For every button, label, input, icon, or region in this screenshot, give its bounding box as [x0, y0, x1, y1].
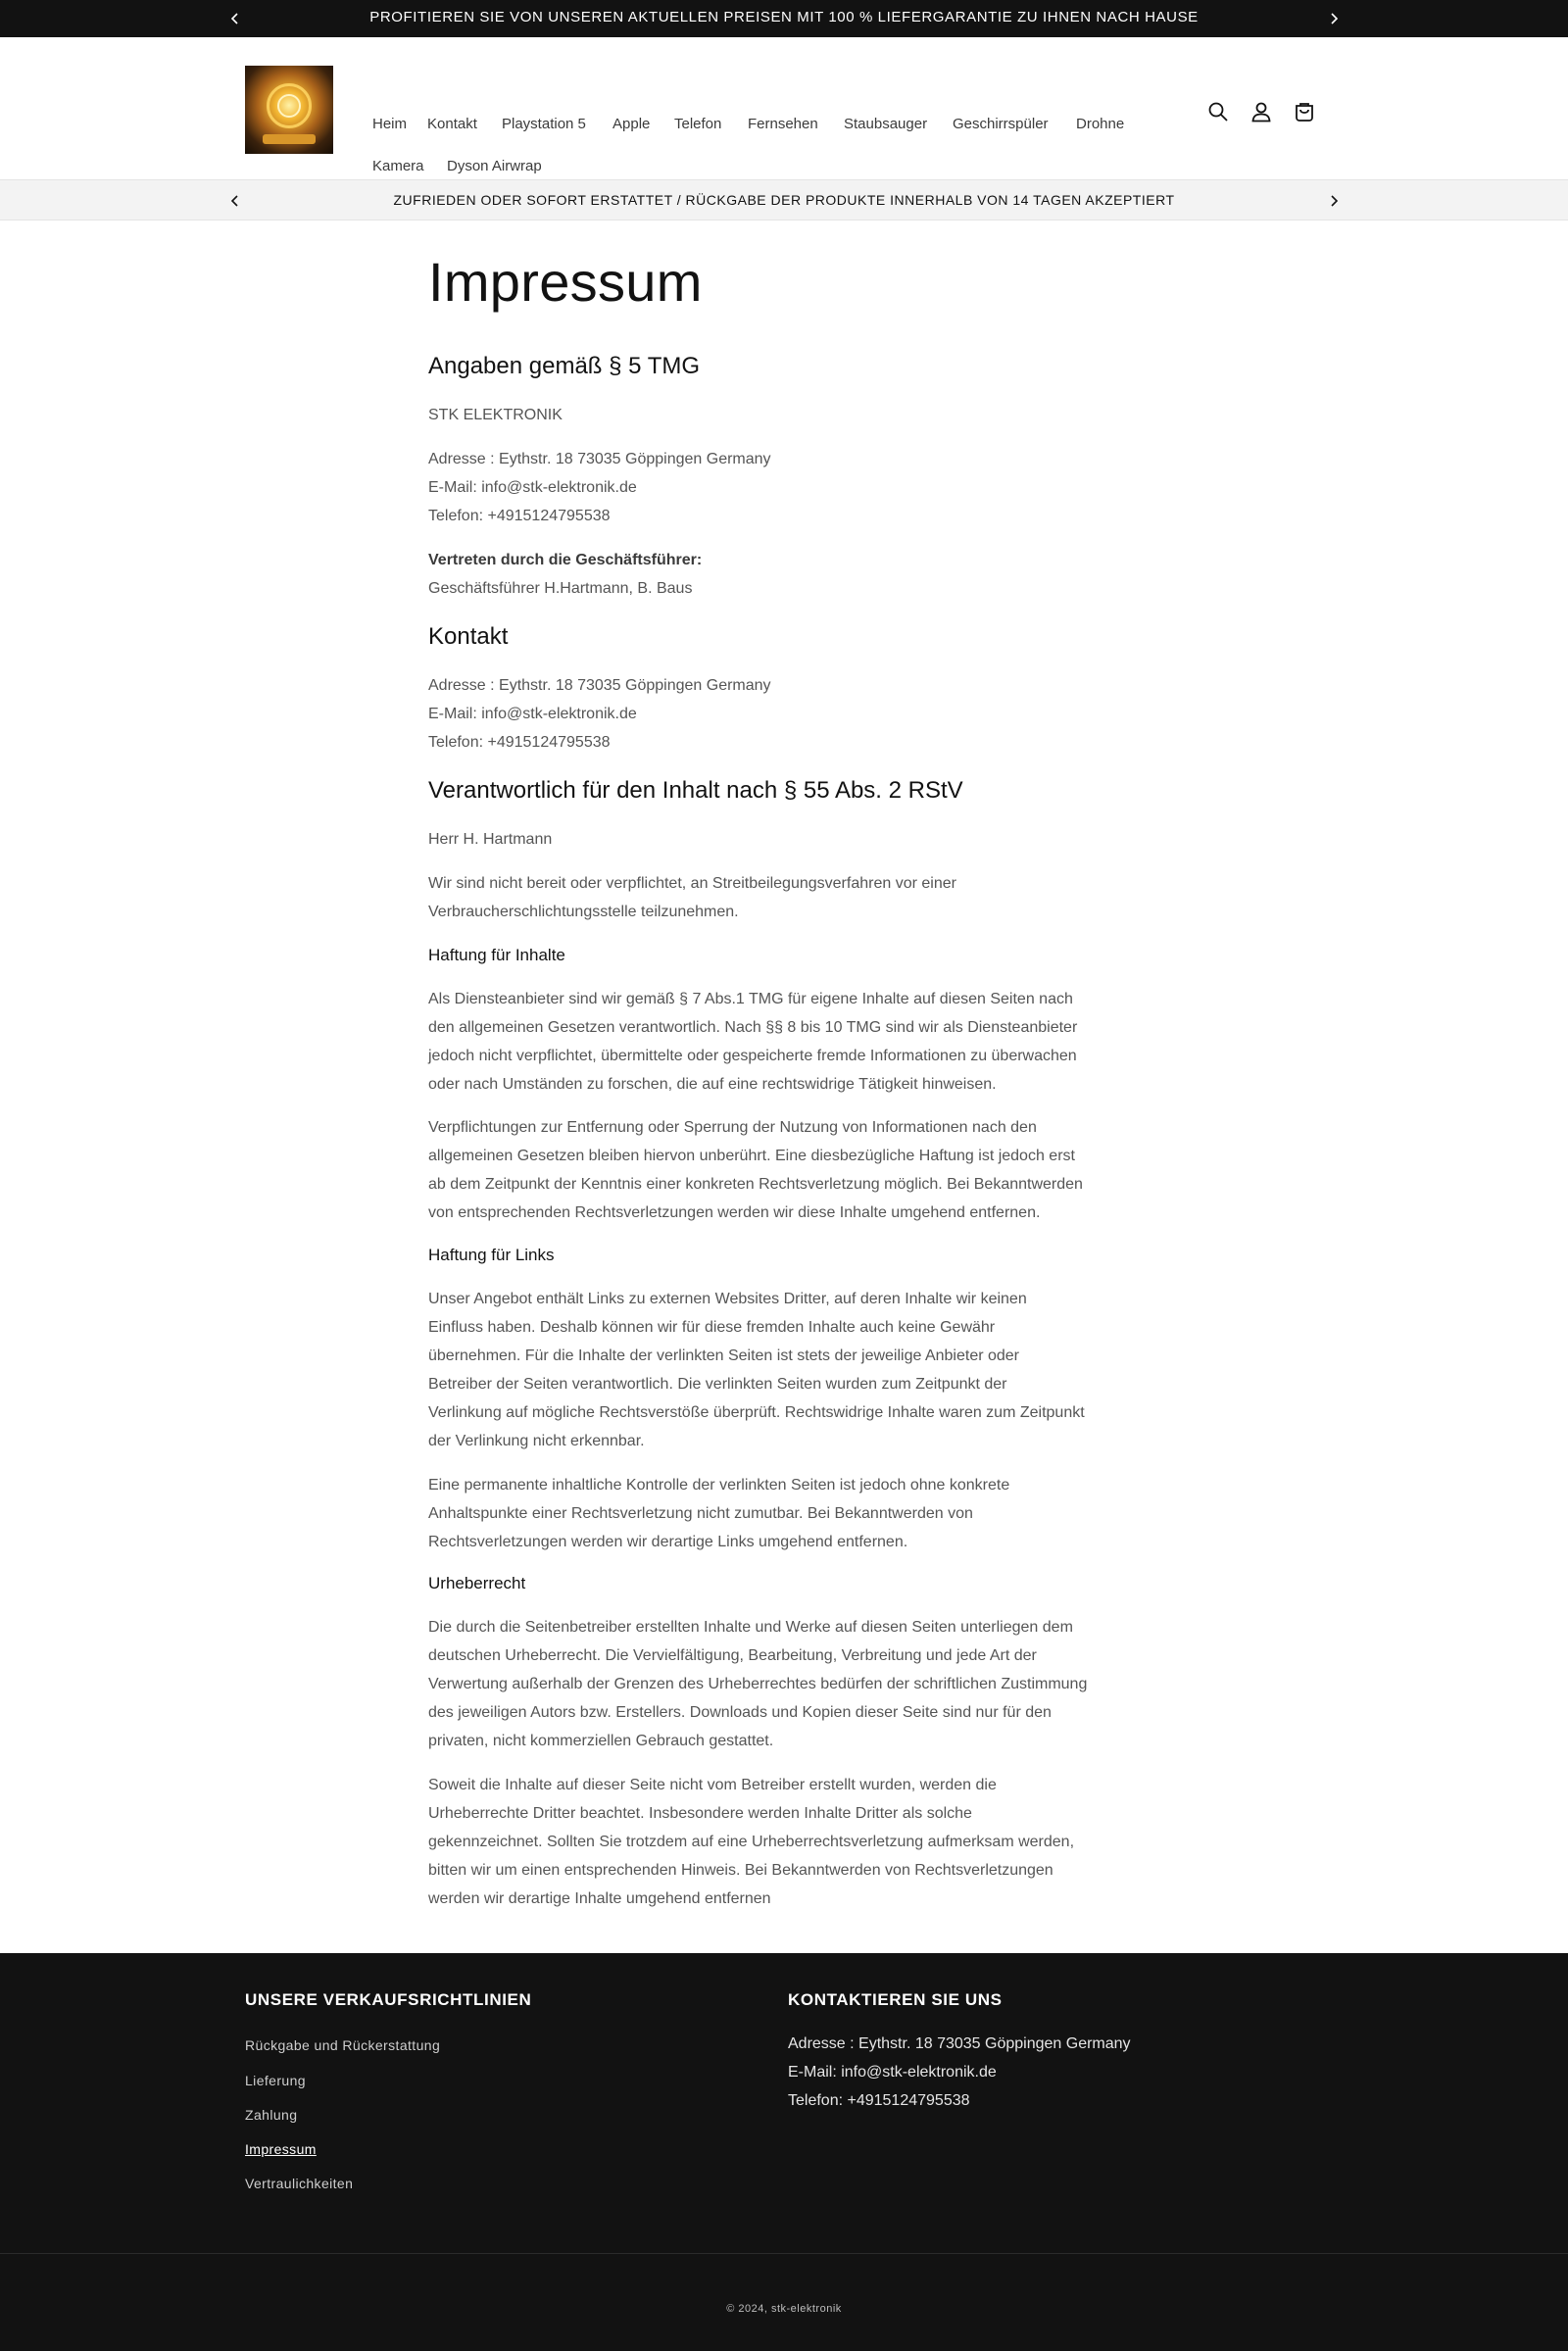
text-line: von entsprechenden Rechtsverletzungen werden wir diese Inhalte umgehend entfernen.: [428, 1204, 1041, 1221]
text-line: bitten wir um einen entsprechenden Hinweis. Bei Bekanntwerden von Rechtsverletzungen: [428, 1862, 1054, 1879]
text-line: Verpflichtungen zur Entfernung oder Sperrung der Nutzung von Informationen nach den: [428, 1119, 1037, 1136]
logo-ring-inner: [277, 94, 301, 118]
site-footer: [0, 1953, 1568, 2351]
company-email: E-Mail: info@stk-elektronik.de: [428, 479, 637, 496]
text-line: privaten, nicht kommerziellen Gebrauch gestattet.: [428, 1733, 774, 1749]
text-line: Anhaltspunkte einer Rechtsverletzung nicht zumutbar. Bei Bekanntwerden von: [428, 1505, 973, 1522]
nav-item-heim[interactable]: Heim: [372, 116, 408, 132]
text-line: werden wir derartige Inhalte umgehend entfernen: [428, 1890, 771, 1907]
nav-item-fernsehen[interactable]: Fernsehen: [748, 116, 818, 132]
next-announcement-button-secondary[interactable]: [1319, 186, 1348, 216]
text-line: Die durch die Seitenbetreiber erstellten Inhalte und Werke auf diesen Seiten unterliegen dem: [428, 1619, 1073, 1636]
text-line: Unser Angebot enthält Links zu externen Websites Dritter, auf deren Inhalte wir keinen: [428, 1291, 1027, 1307]
text-line: Einfluss haben. Deshalb können wir für diese fremden Inhalte auch keine Gewähr: [428, 1319, 996, 1336]
footer-contact-email: E-Mail: info@stk-elektronik.de: [788, 2064, 997, 2081]
liability-links-heading: Haftung für Links: [428, 1246, 555, 1264]
account-icon: [1250, 101, 1272, 122]
page-title: Impressum: [428, 251, 703, 313]
contact-email: E-Mail: info@stk-elektronik.de: [428, 706, 637, 722]
nav-item-telefon[interactable]: Telefon: [674, 116, 722, 132]
company-name: STK ELEKTRONIK: [428, 407, 563, 423]
dispute-text-line: Verbraucherschlichtungsstelle teilzunehmen.: [428, 904, 739, 920]
text-line: deutschen Urheberrecht. Die Vervielfältigung, Bearbeitung, Verbreitung und jede Art der: [428, 1647, 1037, 1664]
footer-contact-phone: Telefon: +4915124795538: [788, 2092, 970, 2109]
next-announcement-button[interactable]: [1319, 4, 1348, 33]
footer-contact-heading: KONTAKTIEREN SIE UNS: [788, 1990, 1003, 2009]
footer-link-returns[interactable]: Rückgabe und Rückerstattung: [245, 2037, 441, 2053]
text-line: der Verlinkung nicht erkennbar.: [428, 1433, 645, 1449]
text-line: Soweit die Inhalte auf dieser Seite nicht vom Betreiber erstellt wurden, werden die: [428, 1777, 997, 1793]
liability-content-heading: Haftung für Inhalte: [428, 946, 565, 964]
store-logo[interactable]: [245, 66, 333, 154]
dispute-text-line: Wir sind nicht bereit oder verpflichtet, an Streitbeilegungsverfahren vor einer: [428, 875, 956, 892]
contact-phone: Telefon: +4915124795538: [428, 734, 611, 751]
text-line: allgemeinen Gesetzen bleiben hiervon unberührt. Eine diesbezügliche Haftung ist jedoch erst: [428, 1148, 1075, 1164]
chevron-right-icon: [1328, 13, 1340, 24]
text-line: Betreiber der Seiten verantwortlich. Die verlinkten Seiten wurden zum Zeitpunkt der: [428, 1376, 1007, 1393]
footer-link-privacy[interactable]: Vertraulichkeiten: [245, 2176, 354, 2191]
footer-contact-address: Adresse : Eythstr. 18 73035 Göppingen Germany: [788, 2035, 1131, 2052]
announcement-message: PROFITIEREN SIE VON UNSEREN AKTUELLEN PREISEN MIT 100 % LIEFERGARANTIE ZU IHNEN NACH HAUSE: [369, 9, 1199, 25]
responsible-heading: Verantwortlich für den Inhalt nach § 55 Abs. 2 RStV: [428, 777, 963, 804]
section-heading-tmg: Angaben gemäß § 5 TMG: [428, 353, 701, 379]
text-line: Eine permanente inhaltliche Kontrolle der verlinkten Seiten ist jedoch ohne konkrete: [428, 1477, 1010, 1494]
text-line: des jeweiligen Autors bzw. Erstellers. Downloads und Kopien dieser Seite sind nur für den: [428, 1704, 1052, 1721]
footer-divider: [0, 2253, 1568, 2254]
contact-heading: Kontakt: [428, 623, 509, 650]
company-address: Adresse : Eythstr. 18 73035 Göppingen Germany: [428, 451, 771, 467]
footer-link-delivery[interactable]: Lieferung: [245, 2073, 306, 2088]
responsible-name: Herr H. Hartmann: [428, 831, 553, 848]
text-line: Verwertung außerhalb der Grenzen des Urheberrechtes bedürfen der schriftlichen Zustimmung: [428, 1676, 1088, 1692]
text-line: gekennzeichnet. Sollten Sie trotzdem auf eine Urheberrechtsverletzung aufmerksam werden,: [428, 1834, 1075, 1850]
nav-item-apple[interactable]: Apple: [612, 116, 651, 132]
nav-item-dyson-airwrap[interactable]: Dyson Airwrap: [447, 158, 542, 174]
nav-item-staubsauger[interactable]: Staubsauger: [844, 116, 928, 132]
text-line: Rechtsverletzungen werden wir derartige Links umgehend entfernen.: [428, 1534, 908, 1550]
chevron-right-icon: [1328, 195, 1340, 207]
nav-item-geschirrspueler[interactable]: Geschirrspüler: [953, 116, 1049, 132]
nav-item-playstation-5[interactable]: Playstation 5: [502, 116, 586, 132]
text-line: Als Diensteanbieter sind wir gemäß § 7 Abs.1 TMG für eigene Inhalte auf diesen Seiten nach: [428, 991, 1073, 1007]
search-button[interactable]: [1203, 97, 1233, 126]
cart-button[interactable]: [1290, 97, 1319, 126]
text-line: jedoch nicht verpflichtet, übermittelte oder gespeicherte fremde Informationen zu überwachen: [428, 1048, 1077, 1064]
search-icon: [1207, 101, 1229, 122]
announcement-bar-secondary: [0, 179, 1568, 220]
nav-item-drohne[interactable]: Drohne: [1076, 116, 1125, 132]
nav-item-kamera[interactable]: Kamera: [372, 158, 424, 174]
copyright-notice: © 2024, stk-elektronik: [726, 2303, 842, 2315]
account-button[interactable]: [1247, 97, 1276, 126]
cart-icon: [1294, 101, 1315, 122]
text-line: Urheberrechte Dritter beachtet. Insbesondere werden Inhalte Dritter als solche: [428, 1805, 972, 1822]
copyright-heading: Urheberrecht: [428, 1574, 526, 1592]
text-line: ab dem Zeitpunkt der Kenntnis einer konkreten Rechtsverletzung möglich. Bei Bekanntwerden: [428, 1176, 1083, 1193]
contact-address: Adresse : Eythstr. 18 73035 Göppingen Germany: [428, 677, 771, 694]
footer-policies-heading: UNSERE VERKAUFSRICHTLINIEN: [245, 1990, 532, 2009]
text-line: Verlinkung auf mögliche Rechtsverstöße überprüft. Rechtswidrige Inhalte waren zum Zeitpunkt: [428, 1404, 1085, 1421]
nav-item-kontakt[interactable]: Kontakt: [427, 116, 477, 132]
footer-link-payment[interactable]: Zahlung: [245, 2107, 298, 2123]
announcement-bar-top: [0, 0, 1568, 37]
site-header: [0, 37, 1568, 179]
represented-by-names: Geschäftsführer H.Hartmann, B. Baus: [428, 580, 693, 597]
text-line: übernehmen. Für die Inhalte der verlinkten Seiten ist stets der jeweilige Anbieter oder: [428, 1347, 1020, 1364]
represented-by-label: Vertreten durch die Geschäftsführer:: [428, 552, 703, 568]
company-phone: Telefon: +4915124795538: [428, 508, 611, 524]
announcement-message-secondary: ZUFRIEDEN ODER SOFORT ERSTATTET / RÜCKGABE DER PRODUKTE INNERHALB VON 14 TAGEN AKZEPTIERT: [393, 192, 1175, 208]
logo-base: [263, 134, 316, 144]
footer-link-impressum[interactable]: Impressum: [245, 2141, 317, 2157]
text-line: oder nach Umständen zu forschen, die auf eine rechtswidrige Tätigkeit hinweisen.: [428, 1076, 997, 1093]
text-line: den allgemeinen Gesetzen verantwortlich. Nach §§ 8 bis 10 TMG sind wir als Diensteanbieter: [428, 1019, 1078, 1036]
